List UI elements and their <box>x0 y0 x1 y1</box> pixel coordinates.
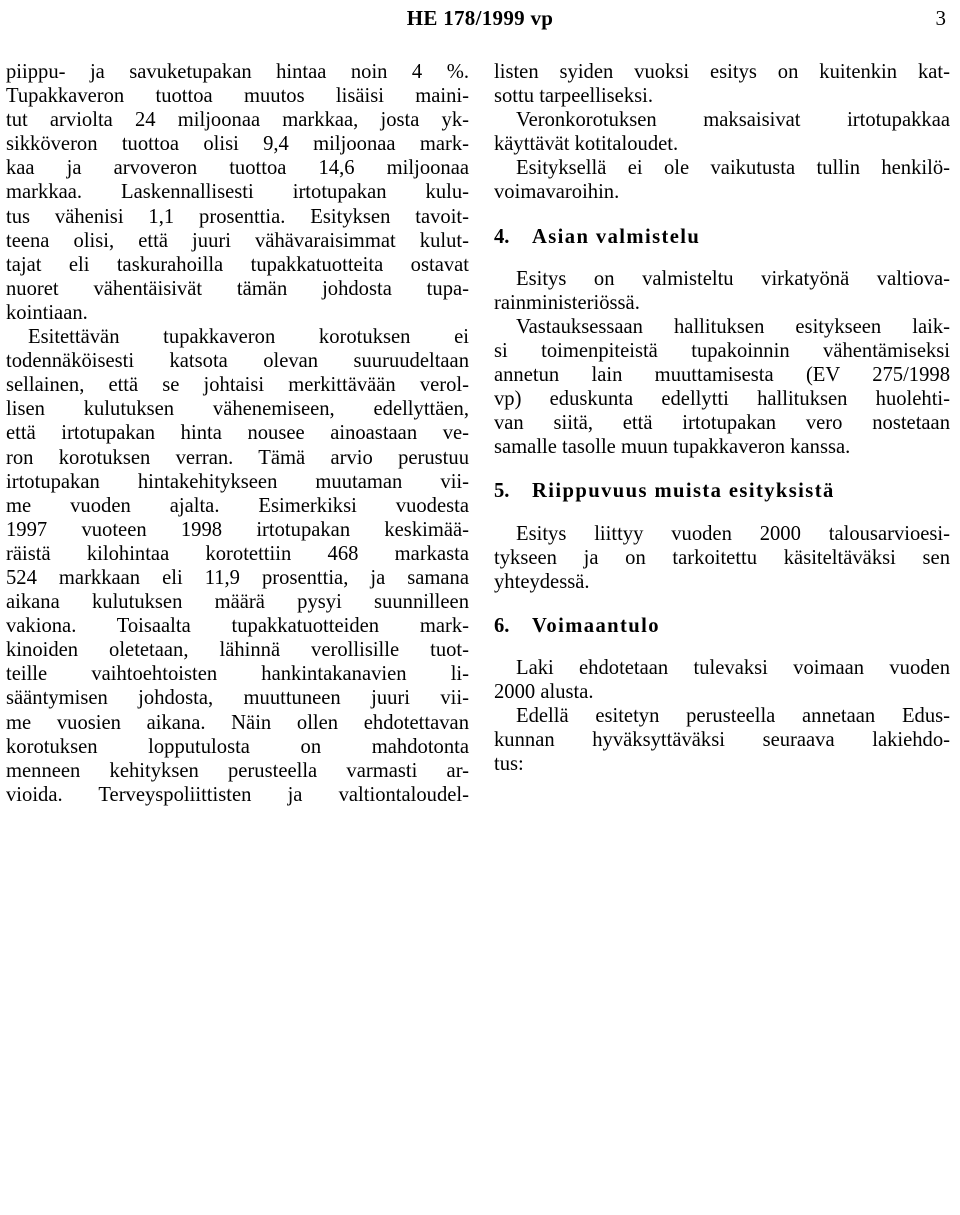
text-line: listen syiden vuoksi esitys on kuitenkin kat- <box>494 61 950 83</box>
text-line: Esityksellä ei ole vaikutusta tullin henkilö- <box>516 157 950 180</box>
right-column <box>494 60 950 776</box>
text-line: piippu- ja savuketupakan hintaa noin 4 %. <box>6 61 469 83</box>
text-line: vp) eduskunta edellytti hallituksen huolehti- <box>494 388 950 411</box>
text-line: yhteydessä. <box>494 570 590 593</box>
text-line: me vuoden ajalta. Esimerkiksi vuodesta <box>6 494 469 517</box>
text-line: Edellä esitetyn perusteella annetaan Edus- <box>516 705 950 728</box>
text-line: todennäköisesti katsota olevan suuruudeltaan <box>6 350 469 373</box>
spacer <box>494 205 950 225</box>
text-line: tus: <box>494 753 524 776</box>
text-line: tut arviolta 24 miljoonaa markkaa, josta yk- <box>6 109 469 132</box>
text-line: menneen kehityksen perusteella varmasti ar- <box>6 759 469 782</box>
text-line: että irtotupakan hinta nousee ainoastaan ve- <box>6 422 469 445</box>
text-line: räistä kilohintaa korotettiin 468 markasta <box>6 542 469 565</box>
section-number: 6. <box>494 614 510 637</box>
spacer <box>494 504 950 522</box>
text-line: voimavaroihin. <box>494 181 620 204</box>
text-line: si toimenpiteistä tupakoinnin vähentämiseksi <box>494 339 950 362</box>
section-number: 4. <box>494 225 510 248</box>
text-line: sottu tarpeelliseksi. <box>494 85 653 108</box>
section-number: 5. <box>494 480 510 503</box>
text-line: 2000 alusta. <box>494 680 594 703</box>
text-line: Veronkorotuksen maksaisivat irtotupakkaa <box>516 109 950 132</box>
spacer <box>494 594 950 614</box>
text-line: annetun lain muuttamisesta (EV 275/1998 <box>494 364 950 387</box>
spacer <box>494 249 950 267</box>
text-line: 1997 vuoteen 1998 irtotupakan keskimää- <box>6 518 469 541</box>
text-line: vakiona. Toisaalta tupakkatuotteiden mark- <box>6 615 469 638</box>
spacer <box>494 638 950 656</box>
text-line: me vuosien aikana. Näin ollen ehdotettavan <box>6 711 469 734</box>
text-line: Vastauksessaan hallituksen esitykseen laik- <box>516 315 950 338</box>
text-line: tykseen ja on tarkoitettu käsiteltäväksi sen <box>494 546 950 569</box>
section-heading-6 <box>494 614 950 638</box>
text-line: irtotupakan hintakehitykseen muutaman vii- <box>6 470 469 493</box>
text-line: teena olisi, että juuri vähävaraisimmat kulut- <box>6 229 469 252</box>
text-line: korotuksen lopputulosta on mahdotonta <box>6 735 469 758</box>
text-line: sellainen, että se johtaisi merkittävään verol- <box>6 374 469 397</box>
text-line: Esitettävän tupakkaveron korotuksen ei <box>28 326 469 349</box>
text-line: kunnan hyväksyttäväksi seuraava lakiehdo- <box>494 729 950 752</box>
page-number: 3 <box>935 6 946 30</box>
text-line: kointiaan. <box>6 301 88 324</box>
text-line: ron korotuksen verran. Tämä arvio perustuu <box>6 446 469 469</box>
section-heading-4 <box>494 225 950 249</box>
left-column <box>6 60 469 807</box>
text-line: sikköveron tuottoa olisi 9,4 miljoonaa mark- <box>6 133 469 156</box>
text-line: 524 markkaan eli 11,9 prosenttia, ja samana <box>6 566 469 589</box>
text-line: nuoret vähentäisivät tämän johdosta tupa- <box>6 277 469 300</box>
text-line: vioida. Terveyspoliittisten ja valtiontaloudel- <box>6 783 469 806</box>
text-line: kaa ja arvoveron tuottoa 14,6 miljoonaa <box>6 157 469 180</box>
text-line: lisen kulutuksen vähenemiseen, edellyttäen, <box>6 398 469 421</box>
text-line: sääntymisen johdosta, muuttuneen juuri vii- <box>6 687 469 710</box>
page-header <box>0 6 960 34</box>
text-line: rainministeriössä. <box>494 291 640 314</box>
text-line: Esitys on valmisteltu virkatyönä valtiova- <box>516 267 950 290</box>
text-line: aikana kulutuksen määrä pysyi suunnilleen <box>6 591 469 614</box>
document-id: HE 178/1999 vp <box>406 6 554 30</box>
section-title: Asian valmistelu <box>532 225 701 248</box>
section-title: Voimaantulo <box>532 614 660 637</box>
text-line: Tupakkaveron tuottoa muutos lisäisi maini- <box>6 85 469 108</box>
section-title: Riippuvuus muista esityksistä <box>532 480 835 503</box>
text-line: kinoiden oletetaan, lähinnä verollisille tuot- <box>6 639 469 662</box>
text-line: markkaa. Laskennallisesti irtotupakan kulu- <box>6 181 469 204</box>
text-line: van siitä, että irtotupakan vero nostetaan <box>494 412 950 435</box>
text-line: tajat eli taskurahoilla tupakkatuotteita ostavat <box>6 253 469 276</box>
text-line: teille vaihtoehtoisten hankintakanavien li- <box>6 663 469 686</box>
text-line: tus vähenisi 1,1 prosenttia. Esityksen tavoit- <box>6 205 469 228</box>
spacer <box>494 459 950 479</box>
text-line: Laki ehdotetaan tulevaksi voimaan vuoden <box>516 656 950 679</box>
text-line: käyttävät kotitaloudet. <box>494 133 679 156</box>
text-line: samalle tasolle muun tupakkaveron kanssa. <box>494 436 851 459</box>
text-line: Esitys liittyy vuoden 2000 talousarvioesi- <box>516 522 950 545</box>
section-heading-5 <box>494 479 950 503</box>
